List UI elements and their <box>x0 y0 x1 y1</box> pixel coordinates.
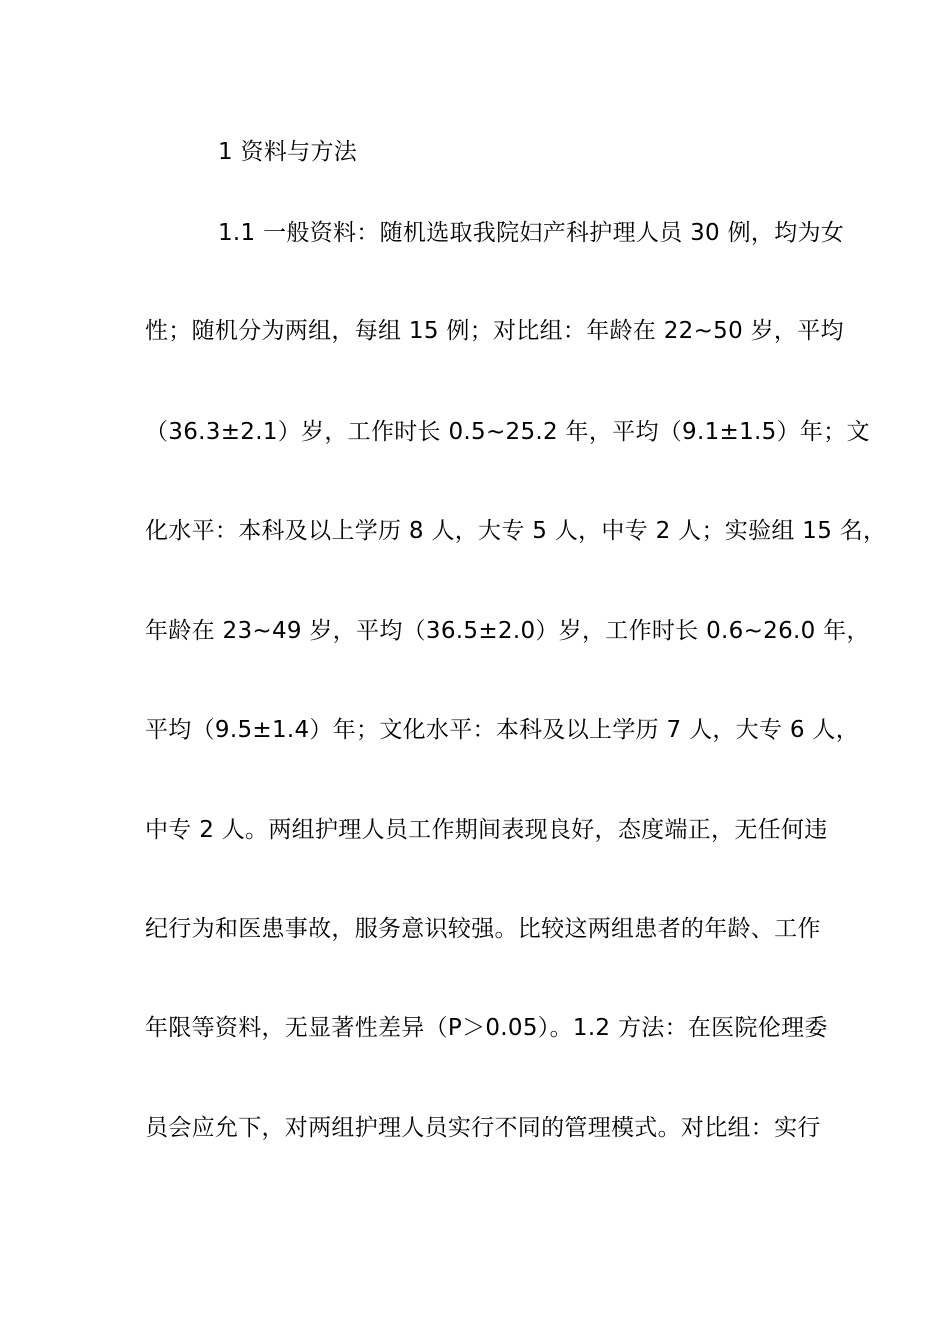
section-heading: 1 资料与方法 <box>218 139 358 165</box>
paragraph-line: 化水平：本科及以上学历 8 人，大专 5 人，中专 2 人；实验组 15 名， <box>145 518 887 544</box>
paragraph-line: 性；随机分为两组，每组 15 例；对比组：年龄在 22~50 岁，平均 <box>145 318 844 344</box>
paragraph-line: 1.1 一般资料：随机选取我院妇产科护理人员 30 例，均为女 <box>218 220 845 246</box>
paragraph-line: 中专 2 人。两组护理人员工作期间表现良好，态度端正，无任何违 <box>145 817 828 843</box>
paragraph-line: 年龄在 23~49 岁，平均（36.5±2.0）岁，工作时长 0.6~26.0 年， <box>145 618 870 644</box>
paragraph-line: （36.3±2.1）岁，工作时长 0.5~25.2 年，平均（9.1±1.5）年；文 <box>145 419 870 445</box>
paragraph-line: 年限等资料，无显著性差异（P＞0.05）。1.2 方法：在医院伦理委 <box>145 1015 828 1041</box>
paragraph-line: 纪行为和医患事故，服务意识较强。比较这两组患者的年龄、工作 <box>145 916 821 942</box>
paragraph-line: 员会应允下，对两组护理人员实行不同的管理模式。对比组：实行 <box>145 1115 821 1141</box>
paragraph-line: 平均（9.5±1.4）年；文化水平：本科及以上学历 7 人，大专 6 人， <box>145 717 860 743</box>
